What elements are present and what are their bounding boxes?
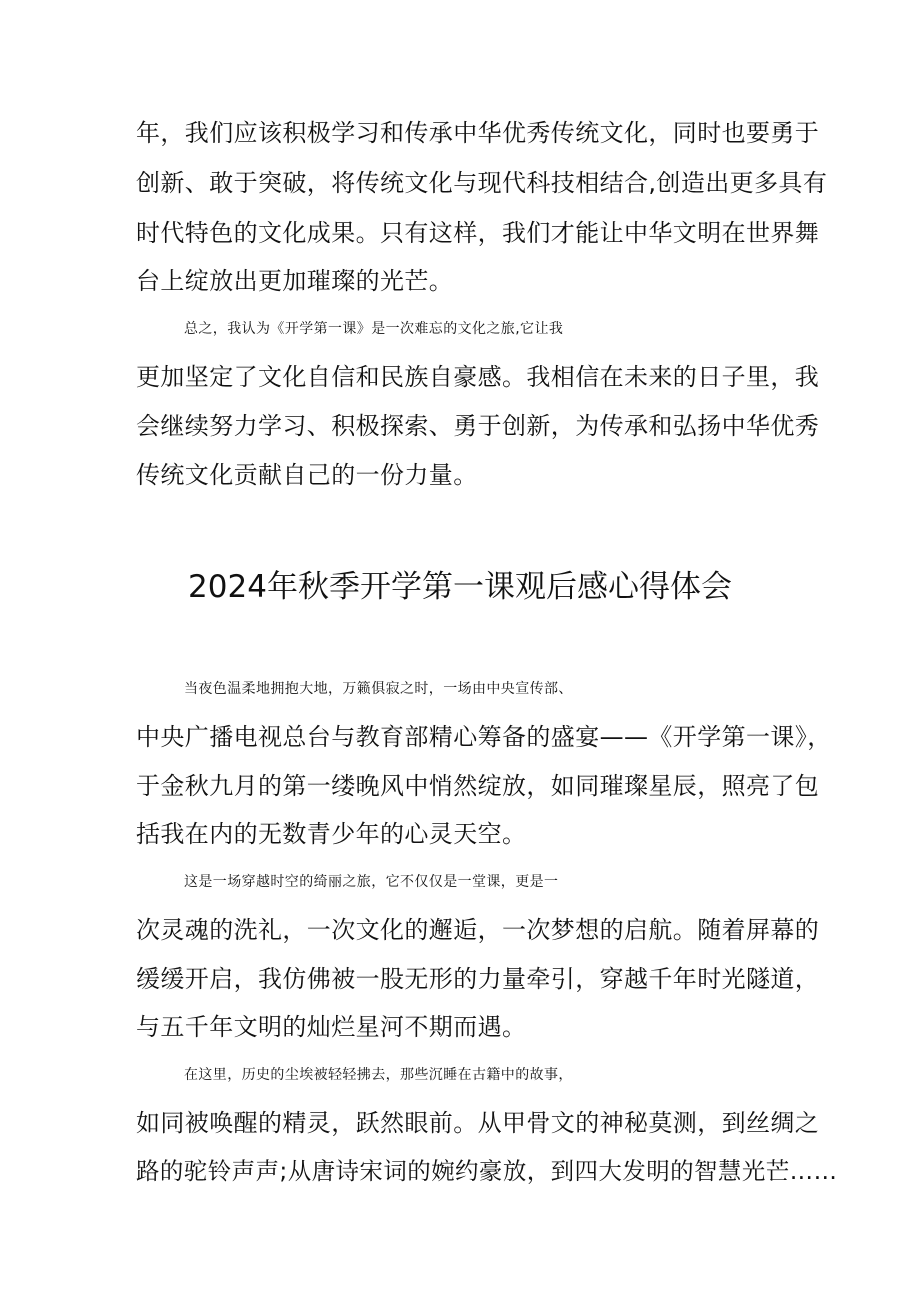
text-line: 在这里，历史的尘埃被轻轻拂去，那些沉睡在古籍中的故事， [184,1067,573,1083]
text-line: 这是一场穿越时空的绮丽之旅，它不仅仅是一堂课，更是一 [184,874,559,890]
text-line: 总之，我认为《开学第一课》是一次难忘的文化之旅,它让我 [184,321,564,337]
text-line: 次灵魂的洗礼，一次文化的邂逅，一次梦想的启航。随着屏幕的 [136,916,820,944]
text-line: 与五千年文明的灿烂星河不期而遇。 [136,1013,527,1041]
text-line: 创新、敢于突破，将传统文化与现代科技相结合,创造出更多具有 [136,169,828,197]
text-line: 会继续努力学习、积极探索、勇于创新，为传承和弘扬中华优秀 [136,412,820,440]
text-line: 台上绽放出更加璀璨的光芒。 [136,267,454,295]
text-line: 传统文化贡献自己的一份力量。 [136,461,478,489]
text-line: 更加坚定了文化自信和民族自豪感。我相信在未来的日子里，我 [136,363,820,391]
text-line: 如同被唤醒的精灵，跃然眼前。从甲骨文的神秘莫测，到丝绸之 [136,1109,820,1137]
text-line: 时代特色的文化成果。只有这样，我们才能让中华文明在世界舞 [136,219,820,247]
text-line: 括我在内的无数青少年的心灵天空。 [136,820,527,848]
text-line: 路的驼铃声声;从唐诗宋词的婉约豪放，到四大发明的智慧光芒…… [136,1157,838,1185]
text-line: 年，我们应该积极学习和传承中华优秀传统文化，同时也要勇于 [136,119,820,147]
text-line: 缓缓开启，我仿佛被一股无形的力量牵引，穿越千年时光隧道， [136,965,820,993]
text-line: 中央广播电视总台与教育部精心筹备的盛宴——《开学第一课》， [136,723,832,751]
text-line: 当夜色温柔地拥抱大地，万籁俱寂之时，一场由中央宣传部、 [184,681,573,697]
article-title: 2024年秋季开学第一课观后感心得体会 [188,569,732,605]
text-line: 于金秋九月的第一缕晚风中悄然绽放，如同璀璨星辰，照亮了包 [136,772,820,800]
